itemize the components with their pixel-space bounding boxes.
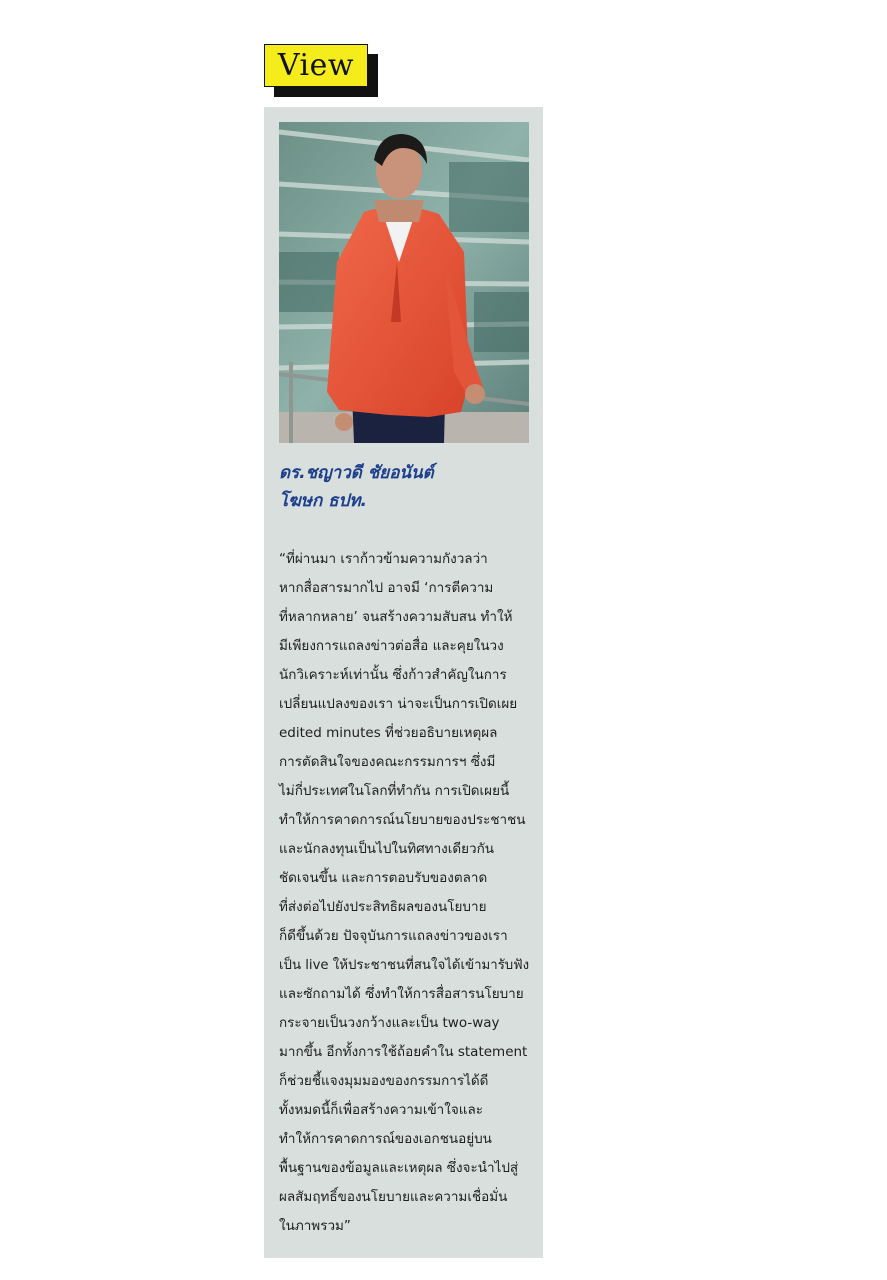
quote-line: นักวิเคราะห์เท่านั้น ซึ่งก้าวสำคัญในการ — [279, 667, 507, 683]
quote-line: และนักลงทุนเป็นไปในทิศทางเดียวกัน — [279, 841, 495, 857]
caption-name: ดร.ชญาวดี ชัยอนันต์ — [279, 463, 434, 483]
section-label-box — [264, 44, 368, 87]
quote-line: ก็ดีขึ้นด้วย ปัจจุบันการแถลงข่าวของเรา — [279, 928, 508, 944]
quote-line: ผลสัมฤทธิ์ของนโยบายและความเชื่อมั่น — [279, 1189, 508, 1205]
quote-line: ก็ช่วยชี้แจงมุมมองของกรรมการได้ดี — [279, 1073, 489, 1089]
quote-text — [279, 545, 529, 1241]
quote-line: มีเพียงการแถลงข่าวต่อสื่อ และคุยในวง — [279, 638, 504, 654]
quote-line: “ที่ผ่านมา เราก้าวข้ามความกังวลว่า — [279, 551, 488, 567]
quote-line: กระจายเป็นวงกว้างและเป็น two-way — [279, 1015, 500, 1031]
section-label — [264, 44, 378, 98]
quote-line: ทำให้การคาดการณ์ของเอกชนอยู่บน — [279, 1131, 492, 1147]
quote-line: ในภาพรวม” — [279, 1218, 351, 1234]
quote-line: เป็น live ให้ประชาชนที่สนใจได้เข้ามารับฟัง — [279, 958, 530, 973]
quote-line: ที่หลากหลาย’ จนสร้างความสับสน ทำให้ — [279, 609, 513, 625]
quote-line: ไม่กี่ประเทศในโลกที่ทำกัน การเปิดเผยนี้ — [279, 783, 510, 799]
quote-line: ชัดเจนขึ้น และการตอบรับของตลาด — [279, 870, 488, 886]
portrait-photo — [279, 122, 529, 443]
quote-line: ที่ส่งต่อไปยังประสิทธิผลของนโยบาย — [279, 899, 487, 915]
quote-line: ทำให้การคาดการณ์นโยบายของประชาชน — [279, 812, 526, 828]
section-label-text: View — [277, 47, 355, 83]
caption-title: โฆษก ธปท. — [279, 491, 367, 511]
quote-line: การตัดสินใจของคณะกรรมการฯ ซึ่งมี — [279, 754, 496, 770]
quote-line: edited minutes ที่ช่วยอธิบายเหตุผล — [279, 725, 498, 741]
sidebar-panel — [264, 107, 543, 1258]
quote-line: และซักถามได้ ซึ่งทำให้การสื่อสารนโยบาย — [279, 986, 524, 1002]
quote-line: หากสื่อสารมากไป อาจมี ‘การตีความ — [279, 580, 494, 596]
quote-line: ทั้งหมดนี้ก็เพื่อสร้างความเข้าใจและ — [279, 1102, 483, 1118]
quote-line: พื้นฐานของข้อมูลและเหตุผล ซึ่งจะนำไปสู่ — [279, 1160, 519, 1176]
photo-caption — [279, 459, 529, 515]
quote-line: มากขึ้น อีกทั้งการใช้ถ้อยคำใน statement — [279, 1044, 528, 1060]
quote-line: เปลี่ยนแปลงของเรา น่าจะเป็นการเปิดเผย — [279, 696, 518, 712]
